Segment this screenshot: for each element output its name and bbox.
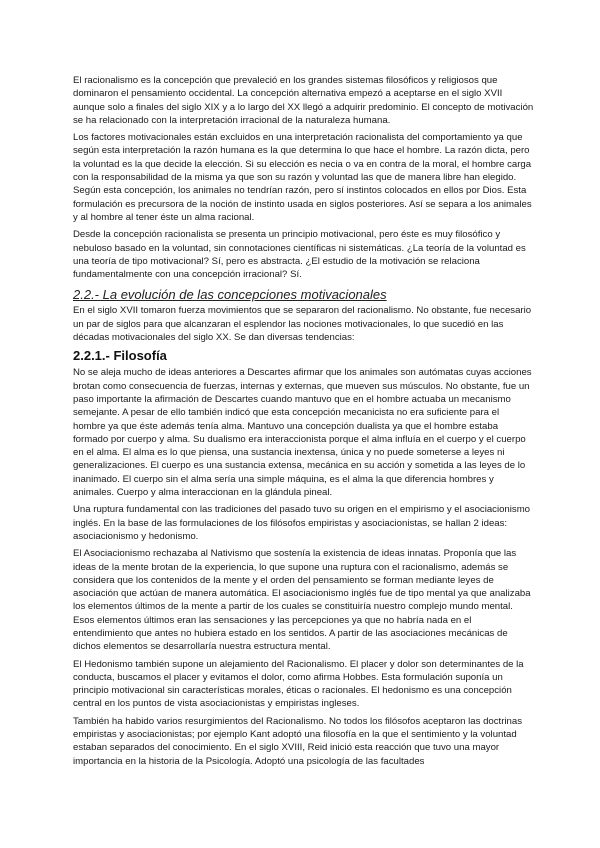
paragraph-intro-2: Los factores motivacionales están excluidos en una interpretación racionalista del comportamiento ya que según esta interpretación la razón humana es la que determina lo que hace el hombre. La razón dicta, pero la voluntad es la que decide la elección. Si su elección es necia o va en contra de la moral, el hombre carga con la responsabilidad de la misma ya que son su razón y voluntad las que de manera libre han elegido. Según esta concepción, los animales no tendrían razón, pero sí instintos colocados en ellos por Dios. Esta formulación es precursora de la noción de instinto usada en siglos posteriores. Así se separa a los animales y al hombre al tener éste un alma racional. [73, 132, 532, 223]
subsection-heading: 2.2.1.- Filosofía [73, 348, 167, 364]
paragraph-filosofia-2: Una ruptura fundamental con las tradiciones del pasado tuvo su origen en el empirismo y el asociacionismo inglés. En la base de las formulaciones de los filósofos empiristas y asociacionistas, se hallan 2 ideas: asociacionismo y hedonismo. [73, 504, 531, 542]
section-paragraph: En el siglo XVII tomaron fuerza movimientos que se separaron del racionalismo. No obstante, fue necesario un par de siglos para que alcanzaran el esplendor las nociones motivacionales, lo que sucedió en las décadas motivacionales del siglo XX. Se dan diversas tendencias: [73, 305, 532, 344]
paragraph-filosofia-5: También ha habido varios resurgimientos del Racionalismo. No todos los filósofos aceptaron las doctrinas empiristas y asociacionistas; por ejemplo Kant adoptó una filosofía en la que el sentimiento y la voluntad estaban separados del conocimiento. En el siglo XVIII, Reid inició esta reacción que tuvo una mayor importancia en la historia de la Psicología. Adoptó una psicología de las facultades [73, 715, 523, 767]
paragraph-intro-3: Desde la concepción racionalista se presenta un principio motivacional, pero éste es muy filosófico y nebuloso basado en la voluntad, sin connotaciones científicas ni sistemáticas. ¿La teoría de la voluntad es una teoría de tipo motivacional? Sí, pero es abstracta. ¿El estudio de la motivación se relaciona fundamentalmente con una concepción irracional? Sí. [73, 229, 526, 281]
paragraph-filosofia-4: El Hedonismo también supone un alejamiento del Racionalismo. El placer y dolor son determinantes de la conducta, buscamos el placer y evitamos el dolor, como afirma Hobbes. Esta formulación suponía un principio motivacional sin características morales, éticas o racionales. El hedonismo es una concepción central en los puntos de vista asociacionistas y empiristas ingleses. [73, 658, 524, 710]
section-heading: 2.2.- La evolución de las concepciones motivacionales [73, 287, 387, 303]
paragraph-intro-1: El racionalismo es la concepción que prevaleció en los grandes sistemas filosóficos y religiosos que dominaron el pensamiento occidental. La concepción alternativa empezó a aceptarse en el siglo XVII aunque solo a finales del siglo XIX y a lo largo del XX llegó a adquirir predominio. El concepto de motivación se ha relacionado con la interpretación irracional de la naturaleza humana. [73, 75, 534, 126]
paragraph-filosofia-3: El Asociacionismo rechazaba al Nativismo que sostenía la existencia de ideas innatas. Proponía que las ideas de la mente brotan de la experiencia, lo que supone una ruptura con el racionalismo, además se considera que los contenidos de la mente y el orden del pensamiento se forman mediante leyes de asociación que actúan de manera automática. El asociacionismo inglés fue de tipo mental ya que analizaba los elementos últimos de la mente a partir de los cuales se constituiría nuestro complejo mundo mental. Esos elementos últimos eran las sensaciones y las percepciones ya que no habría nada en el entendimiento que antes no hubiera estado en los sentidos. A partir de las asociaciones mecánicas de dichos elementos se desarrollaría nuestra estructura mental. [73, 548, 531, 653]
paragraph-filosofia-1: No se aleja mucho de ideas anteriores a Descartes afirmar que los animales son autómatas cuyas acciones brotan como consecuencia de fuerzas, internas y externas, que mueven sus músculos. No obstante, fue un paso importante la afirmación de Descartes cuando mantuvo que en el hombre actuaba un mecanismo semejante. A pesar de ello también indicó que esta concepción mecanicista no era suficiente para el hombre ya que éste además tenía alma. Mantuvo una concepción dualista ya que el hombre estaba formado por cuerpo y alma. Su dualismo era interaccionista porque el alma influía en el cuerpo y el cuerpo en el alma. El alma es lo que piensa, una sustancia inextensa, única y no puede someterse a leyes ni generalizaciones. El cuerpo es una sustancia extensa, mecánica en su acción y sometida a las leyes de lo inanimado. El cuerpo sin el alma sería una simple máquina, es el alma la que diferencia hombres y animales. Cuerpo y alma interaccionan en la glándula pineal. [73, 367, 532, 499]
